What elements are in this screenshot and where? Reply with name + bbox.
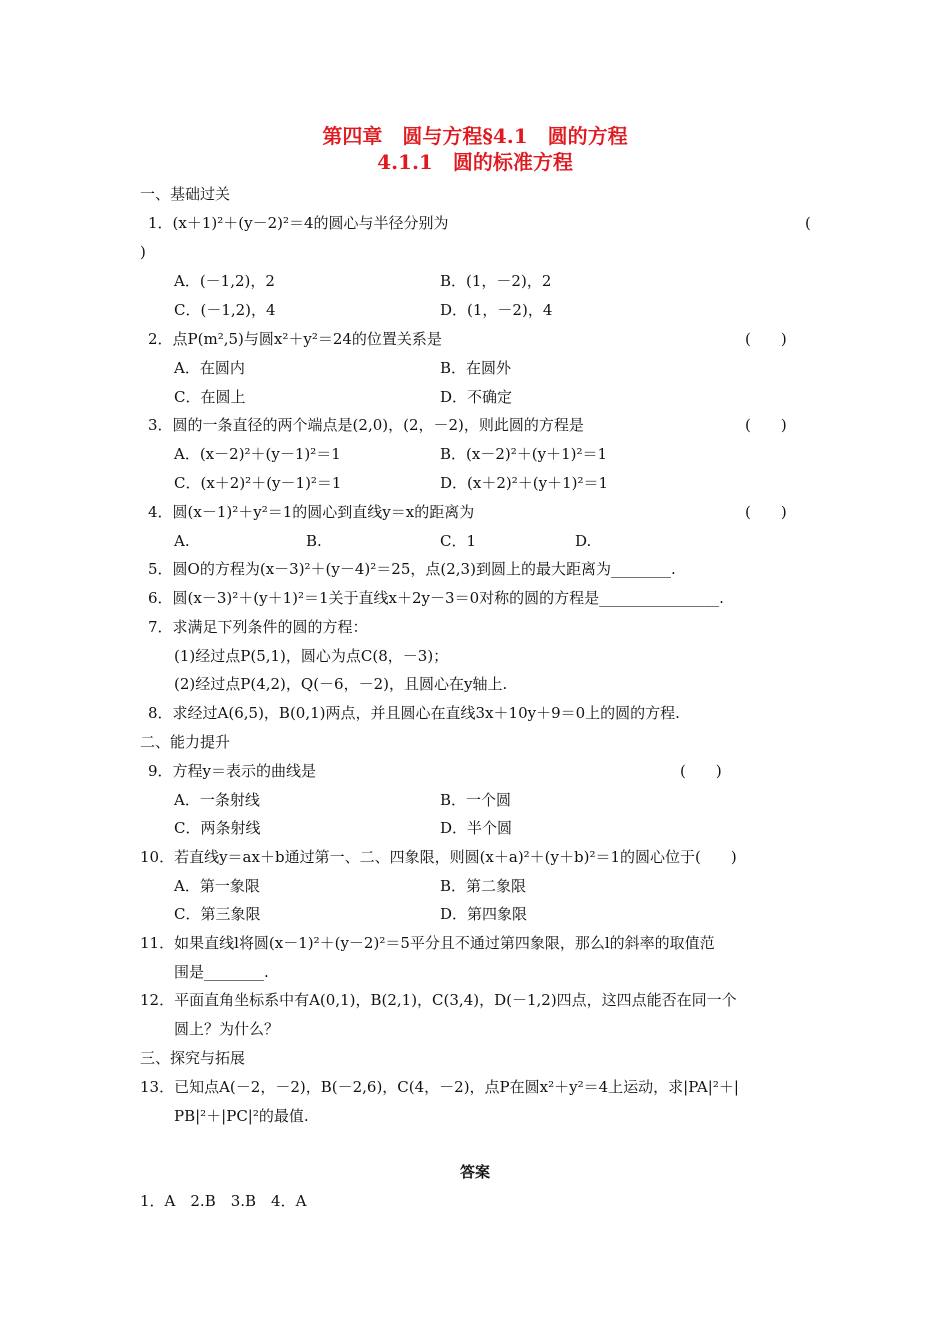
question-9-option-c: C．两条射线	[174, 819, 261, 837]
question-1-option-a: A．(－1,2)，2	[174, 272, 275, 290]
answers-title: 答案	[459, 1163, 490, 1181]
question-4-option-a: A.	[174, 532, 190, 550]
question-2-answer-bracket: ( )	[745, 330, 787, 348]
question-12-continuation: 圆上？为什么？	[174, 1020, 280, 1038]
question-3-answer-bracket: ( )	[745, 416, 787, 434]
question-9-option-d: D．半个圆	[440, 819, 513, 837]
chapter-title: 第四章 圆与方程§4.1 圆的方程	[322, 124, 628, 148]
question-10-option-c: C．第三象限	[174, 905, 261, 923]
question-4-option-b: B.	[306, 532, 322, 550]
question-3-option-a: A．(x－2)²＋(y－1)²＝1	[174, 445, 341, 463]
question-4-answer-bracket: ( )	[745, 503, 787, 521]
question-2-option-c: C．在圆上	[174, 388, 246, 406]
question-11: 11．如果直线l将圆(x－1)²＋(y－2)²＝5平分且不通过第四象限，那么l的斜率的取值范	[140, 934, 715, 952]
question-2: 2．点P(m²,5)与圆x²＋y²＝24的位置关系是	[148, 330, 442, 348]
question-1-option-d: D．(1，－2)，4	[440, 301, 553, 319]
question-7-part-2: (2)经过点P(4,2)，Q(－6，－2)，且圆心在y轴上.	[174, 675, 508, 693]
section-heading-basic: 一、基础过关	[140, 185, 231, 203]
question-9-option-a: A．一条射线	[174, 791, 260, 809]
question-7: 7．求满足下列条件的圆的方程：	[148, 618, 368, 636]
question-13-continuation: PB|²＋|PC|²的最值.	[174, 1107, 309, 1125]
question-9: 9．方程y＝表示的曲线是	[148, 762, 317, 780]
question-3-option-b: B．(x－2)²＋(y＋1)²＝1	[440, 445, 608, 463]
question-4: 4．圆(x－1)²＋y²＝1的圆心到直线y＝x的距离为	[148, 503, 475, 521]
question-3-option-d: D．(x＋2)²＋(y＋1)²＝1	[440, 474, 609, 492]
question-11-continuation: 围是________.	[174, 963, 269, 981]
section-heading-explore: 三、探究与拓展	[140, 1049, 246, 1067]
question-2-option-d: D．不确定	[440, 388, 513, 406]
question-6: 6．圆(x－3)²＋(y＋1)²＝1关于直线x＋2y－3＝0对称的圆的方程是________________.	[148, 589, 724, 607]
question-1-bracket-open: (	[805, 214, 811, 232]
question-3: 3．圆的一条直径的两个端点是(2,0)，(2，－2)，则此圆的方程是	[148, 416, 584, 434]
question-10: 10．若直线y＝ax＋b通过第一、二、四象限，则圆(x＋a)²＋(y＋b)²＝1的圆心位于( )	[140, 848, 737, 866]
question-1-bracket-close: )	[140, 243, 146, 261]
question-8: 8．求经过A(6,5)，B(0,1)两点，并且圆心在直线3x＋10y＋9＝0上的圆的方程.	[148, 704, 680, 722]
question-1-option-c: C．(－1,2)，4	[174, 301, 276, 319]
question-5: 5．圆O的方程为(x－3)²＋(y－4)²＝25，点(2,3)到圆上的最大距离为________.	[148, 560, 676, 578]
question-10-option-a: A．第一象限	[174, 877, 260, 895]
question-1-option-b: B．(1，－2)，2	[440, 272, 552, 290]
question-9-answer-bracket: ( )	[680, 762, 722, 780]
question-10-option-d: D．第四象限	[440, 905, 528, 923]
question-1: 1．(x＋1)²＋(y－2)²＝4的圆心与半径分别为	[148, 214, 449, 232]
question-7-part-1: (1)经过点P(5,1)，圆心为点C(8，－3)；	[174, 647, 449, 665]
question-10-option-b: B．第二象限	[440, 877, 527, 895]
answers-line-1: 1．A 2.B 3.B 4．A	[140, 1192, 307, 1210]
section-title: 4.1.1 圆的标准方程	[377, 150, 573, 174]
question-2-option-b: B．在圆外	[440, 359, 512, 377]
question-13: 13．已知点A(－2，－2)，B(－2,6)，C(4，－2)，点P在圆x²＋y²＝4上运动，求|PA|²＋|	[140, 1078, 739, 1096]
question-2-option-a: A．在圆内	[174, 359, 245, 377]
question-9-option-b: B．一个圆	[440, 791, 512, 809]
section-heading-advanced: 二、能力提升	[140, 733, 231, 751]
question-3-option-c: C．(x＋2)²＋(y－1)²＝1	[174, 474, 342, 492]
question-4-option-d: D.	[575, 532, 592, 550]
question-4-option-c: C．1	[440, 532, 477, 550]
question-12: 12．平面直角坐标系中有A(0,1)，B(2,1)，C(3,4)，D(－1,2)四点，这四点能否在同一个	[140, 991, 737, 1009]
